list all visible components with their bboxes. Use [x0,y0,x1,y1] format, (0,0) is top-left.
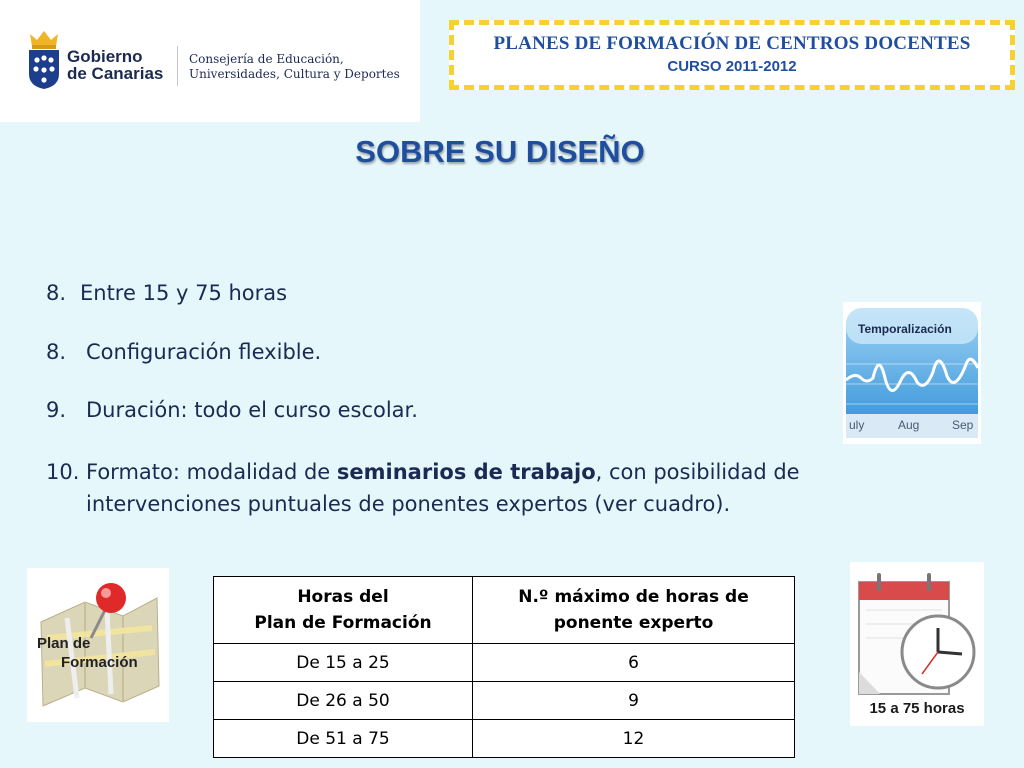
list-item-number: 10. [46,460,80,484]
plan-label-line1: Plan de [37,635,91,652]
month-label: Aug [898,418,920,432]
plan-label-line2: Formación [61,654,138,671]
table-cell: 9 [473,682,795,720]
month-label: uly [849,418,865,432]
table-header-cell [473,577,795,644]
department-name [189,52,409,82]
header-title: PLANES DE FORMACIÓN DE CENTROS DOCENTES [493,33,971,54]
list-item-text-part: , con posibilidad de intervenciones puntuales de ponentes expertos (ver cuadro). [86,460,800,516]
temporalizacion-image [843,302,981,444]
list-item-number: 8. [46,340,67,364]
plan-formacion-label [37,634,138,672]
logo-gov-line2: de Canarias [67,64,164,83]
dept-line1: Consejería de Educación, [189,52,344,66]
header-line: Horas del [297,587,389,607]
table-row [214,644,795,682]
table-header-cell [214,577,473,644]
table-row [214,682,795,720]
list-item-text: Entre 15 y 75 horas [80,281,288,305]
plan-formacion-image [27,568,169,722]
list-item-number: 9. [46,398,67,422]
temporalizacion-months [846,418,978,436]
list-item-text: Duración: todo el curso escolar. [86,398,418,422]
list-item-text-part: Formato: modalidad de [86,460,337,484]
dept-line2: Universidades, Cultura y Deportes [189,67,400,81]
header-line: Plan de Formación [254,613,432,633]
table-cell: De 15 a 25 [214,644,473,682]
temporalizacion-label: Temporalización [858,322,952,336]
list-item-number: 8. [46,281,67,305]
table-cell: De 26 a 50 [214,682,473,720]
header-subtitle: CURSO 2011-2012 [667,58,797,75]
table-cell: 6 [473,644,795,682]
logo-gov-line1: Gobierno [67,47,143,66]
table-cell: De 51 a 75 [214,720,473,758]
header-banner [449,20,1015,90]
logo-divider [177,46,178,86]
table-header-row [214,577,795,644]
table-cell: 12 [473,720,795,758]
calendar-image [850,562,984,726]
month-label: Sep [952,418,974,432]
gobierno-canarias-emblem-icon [26,28,62,90]
hours-table-grid [213,576,795,758]
calendar-label: 15 a 75 horas [869,700,965,717]
gobierno-canarias-wordmark [67,48,177,82]
page-title: SOBRE SU DISEÑO [355,134,645,169]
list-item [46,456,846,526]
header-line: N.º máximo de horas de [518,587,749,607]
table-row [214,720,795,758]
header-line: ponente experto [553,613,714,633]
logo-panel [0,0,420,122]
list-item-text [86,456,856,520]
hours-table [213,576,795,758]
list-item-text: Configuración flexible. [86,340,322,364]
list-item-text-bold: seminarios de trabajo [336,460,596,484]
